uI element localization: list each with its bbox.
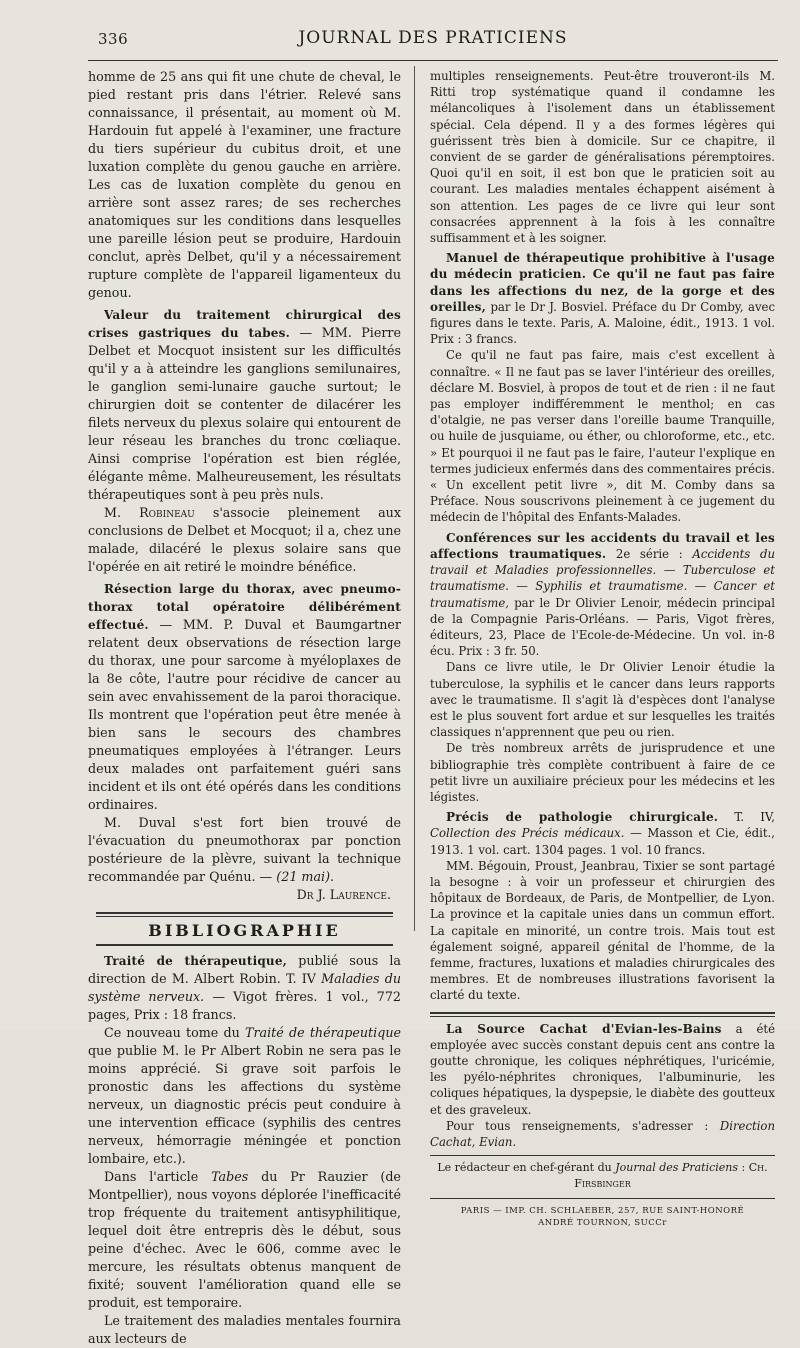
printer-imprint-line2: ANDRÉ TOURNON, SUCCr [538,1217,667,1228]
lenoir-entry-title: Conférences sur les accidents du travail et les affections traumatiques. [430,530,775,561]
precis-entry-italic: Collection des Précis médicaux. [430,826,625,841]
delbet-section [88,306,401,504]
hardouin-paragraph: homme de 25 ans qui fit une chute de cheval, le pied restant pris dans l'étrier. Relevé sans connaissance, il présentait, au moment où M. Hardouin fut appelé à l'examiner, une fracture du tiers supérieur du cubitus droit, et une luxation complète du genou gauche en arrière. Les cas de luxation complète du genou en arrière sont assez rares; de ses recherches anatomiques sur les conditions dans lesquelles une pareille lésion peut se produire, Hardouin conclut, après Delbet, qu'il y a nécessairement rupture complète de l'appareil ligamenteux du genou. [88,69,401,300]
bibliography-heading: BIBLIOGRAPHIE [148,921,341,940]
bibliography-heading-block [88,912,401,946]
bosviel-entry-text: par le Dr J. Bosviel. Préface du Dr Comby, avec figures dans le texte. Paris, A. Maloine, édit., 1913. 1 vol. Prix : 3 francs. [430,299,776,347]
column-separator [414,66,415,931]
robin-review-p2-a: Dans l'article [104,1169,199,1184]
lenoir-entry-a: 2e série : [615,546,683,561]
robineau-name: M. Robineau [104,505,195,520]
editor-line-italic: Journal des Praticiens [615,1161,739,1175]
lenoir-entry-italic: Accidents du travail et Maladies professionnelles. — Tuberculose et traumatisme. — Syphilis et traumatisme. — Cancer et traumatisme, [430,546,775,610]
left-column [88,68,401,1348]
right-column [430,68,775,1229]
advertisement-block [430,1012,775,1229]
duval-date: (21 mai). [276,869,335,884]
robineau-text: s'associe pleinement aux conclusions de Delbet et Mocquot; il a, chez une malade, dilacéré le plexus solaire sans que l'opérée en ait retiré le moindre bénéfice. [88,505,401,574]
page-header [88,26,778,56]
signature: Dr J. Laurence. [296,887,391,902]
journal-title: JOURNAL DES PRATICIENS [298,28,568,48]
advertisement-title: La Source Cachat d'Evian-les-Bains [446,1021,722,1036]
delbet-section-title: Valeur du traitement chirurgical des crises gastriques du tabes. [88,308,401,340]
delbet-section-text: insistent sur les difficultés qu'il y a à atteindre les ganglions semilunaires, le ganglion semi-lunaire gauche surtout; le chirurgien doit se contenter de dilacérer les filets nerveux du plexus solaire qui entourent de leur réseau les branches du tronc cœliaque. Ainsi comprise l'opération est bien réglée, élégante même. Malheureusement, les résultats thérapeutiques sont à peu près nuls. [88,343,401,502]
robin-review-p1 [88,1024,401,1168]
robin-review-p1-italic: Traité de thérapeutique [245,1025,401,1040]
editor-line-a: Le rédacteur en chef-gérant du [437,1161,612,1175]
robin-review-p2-italic: Tabes [211,1169,249,1184]
robin-entry-title: Traité de thérapeutique, [104,954,288,968]
advertisement-contact [430,1118,775,1150]
precis-entry-a: T. IV, [734,810,776,825]
robin-entry-text2: — Vigot frères. 1 vol., 772 pages, Prix : 18 francs. [88,989,401,1022]
robin-entry-text1: publié sous la direction de M. Albert Robin. T. IV [88,953,401,986]
editor-rule [430,1198,775,1199]
bibliography-rule-bottom [96,944,393,946]
printer-imprint [430,1205,775,1229]
header-rule [88,60,778,61]
advertisement-contact-a: Pour tous renseignements, s'adresser : [446,1118,709,1133]
page-number: 336 [98,30,129,48]
duval-section [88,580,401,814]
ad-rule-top-thin [430,1016,775,1017]
robin-review-p1-a: Ce nouveau tome du [104,1025,240,1040]
precis-review: MM. Bégouin, Proust, Jeanbrau, Tixier se sont partagé la besogne : à voir un professeur et chirurgien des hôpitaux de Bordeaux, de Paris, de Montpellier, de Lyon. La province et la capitale unies dans un commun effort. La capitale en minorité, un contre trois. Mais tout est également soigné, appareil génital de l'homme, de la femme, fractures, luxations et maladies chirurgicales des membres. Et de nombreuses illustrations favorisent la clarté du texte. [430,858,775,1003]
printer-imprint-line1: PARIS — IMP. CH. SCHLAEBER, 257, RUE SAINT-HONORÉ [460,1205,745,1216]
precis-entry-title: Précis de pathologie chirurgicale. [446,810,719,825]
robin-entry-italic: Maladies du système nerveux. [88,971,401,1004]
robin-review-p1-b: que publie M. le Pr Albert Robin ne sera pas le moins apprécié. Si grave soit parfois le pronostic dans les affections du système nerveux, un diagnostic précis peut conduire à une intervention efficace (syphilis des centres nerveux, hémorragie méningée et ponction lombaire, etc.). [88,1043,401,1166]
lenoir-entry-b: par le Dr Olivier Lenoir, médecin principal de la Compagnie Paris-Orléans. — Paris, Vigot frères, éditeurs, 23, Place de l'Ecole-de-Médecine. Un vol. in-8 écu. Prix : 3 fr. 50. [430,595,776,659]
duval-paragraph-2 [88,814,401,886]
duval-section-title: Résection large du thorax, avec pneumo-thorax total opératoire délibérément effectué. [88,582,401,632]
robineau-paragraph [88,504,401,576]
bosviel-review: Ce qu'il ne faut pas faire, mais c'est excellent à connaître. « Il ne faut pas se laver l'intérieur des oreilles, déclare M. Bosviel, à propos de tout et de rien : il ne faut pas employer indifféremment le menthol; en cas d'otalgie, ne pas verser dans l'oreille baume Tranquille, ou huile de jusquiame, ou éther, ou chloroforme, etc., etc. » Et pourquoi il ne faut pas le faire, l'auteur l'explique en termes judicieux enfermés dans des commentaires précis. « Un excellent petit livre », dit M. Comby dans sa Préface. Nous souscrivons pleinement à ce jugement du médecin de l'hôpital des Enfants-Malades. [430,348,775,525]
advertisement-body: a été employée avec succès constant depuis cent ans contre la goutte chronique, les coliques néphrétiques, l'uricémie, les pyélo-néphrites chroniques, l'albuminurie, les coliques hépatiques, la dyspepsie, le diabète des goutteux et des graveleux. [430,1021,776,1117]
robin-review-p3: Le traitement des maladies mentales fournira aux lecteurs de [88,1313,401,1346]
advertisement-text [430,1021,775,1118]
advertisement-contact-italic: Direction Cachat, Evian. [430,1118,775,1149]
ritti-paragraph: multiples renseignements. Peut-être trouveront-ils M. Ritti trop systématique quand il condamne les mélancoliques à l'isolement dans un établissement spécial. Cela dépend. Il y a des formes légères qui guérissent très bien à domicile. Sur ce chapitre, il convient de se garder de généralisations péremptoires. Quoi qu'il en soit, il est bon que le praticien soit au courant. Les maladies mentales échappent aisément à son attention. Les pages de ce livre qui leur sont consacrées apprennent à la fois à les connaître suffisamment et à les soigner. [430,69,775,246]
editor-line [430,1160,775,1192]
robin-review-p2 [88,1168,401,1312]
lenoir-entry [430,530,775,660]
lenoir-review-p1: Dans ce livre utile, le Dr Olivier Lenoir étudie la tuberculose, la syphilis et le cancer dans leurs rapports avec le traumatisme. Il s'agit là d'espèces dont l'analyse est le plus souvent fort ardue et sur lesquelles les traités classiques n'apprennent que peu ou rien. [430,660,775,740]
bibliography-rule-top [96,912,393,914]
precis-entry [430,809,775,858]
lenoir-review-p2: De très nombreux arrêts de jurisprudence et une bibliographie très complète contribuent à faire de ce petit livre un auxiliaire précieux pour les médecins et les légistes. [430,741,775,804]
precis-entry-b: — Masson et Cie, édit., 1913. 1 vol. cart. 1304 pages. 1 vol. 10 francs. [430,826,775,857]
duval-section-names: — MM. P. Duval et Baumgartner [159,617,401,632]
ad-rule-bottom [430,1155,775,1156]
delbet-section-names: — MM. Pierre Delbet et Mocquot [88,325,401,358]
robin-entry [88,952,401,1024]
ad-rule-top [430,1012,775,1014]
duval-section-text: relatent deux observations de résection large du thorax, une pour sarcome à myéloplaxes de la 8e côte, l'autre pour récidive de cancer au sein avec envahissement de la paroi thoracique. Ils montrent que l'opération peut être menée à bien sans le secours des chambres pneumatiques employées à l'étranger. Leurs deux malades ont parfaitement guéri sans incident et ils ont été opérés dans les conditions ordinaires. [88,635,401,812]
bosviel-entry-title: Manuel de thérapeutique prohibitive à l'usage du médecin praticien. Ce qu'il ne faut pas faire dans les affections du nez, de la gorge et des oreilles, [430,251,775,314]
robin-review-p2-b: du Pr Rauzier (de Montpellier), nous voyons déplorée l'inefficacité trop fréquente du traitement antisyphilitique, lequel doit être entrepris dès le début, sous peine d'échec. Avec le 606, comme avec le mercure, les résultats obtenus manquent de fixité; souvent l'amélioration quand elle se produit, est temporaire. [88,1169,401,1310]
duval-paragraph-2-text: M. Duval s'est fort bien trouvé de l'évacuation du pneumothorax par ponction postérieure de la plèvre, suivant la technique recommandée par Quénu. — [88,815,401,884]
editor-line-name: : Ch. Firsbinger [574,1161,768,1191]
bosviel-entry [430,250,775,347]
bibliography-rule-top-thin [96,916,393,917]
